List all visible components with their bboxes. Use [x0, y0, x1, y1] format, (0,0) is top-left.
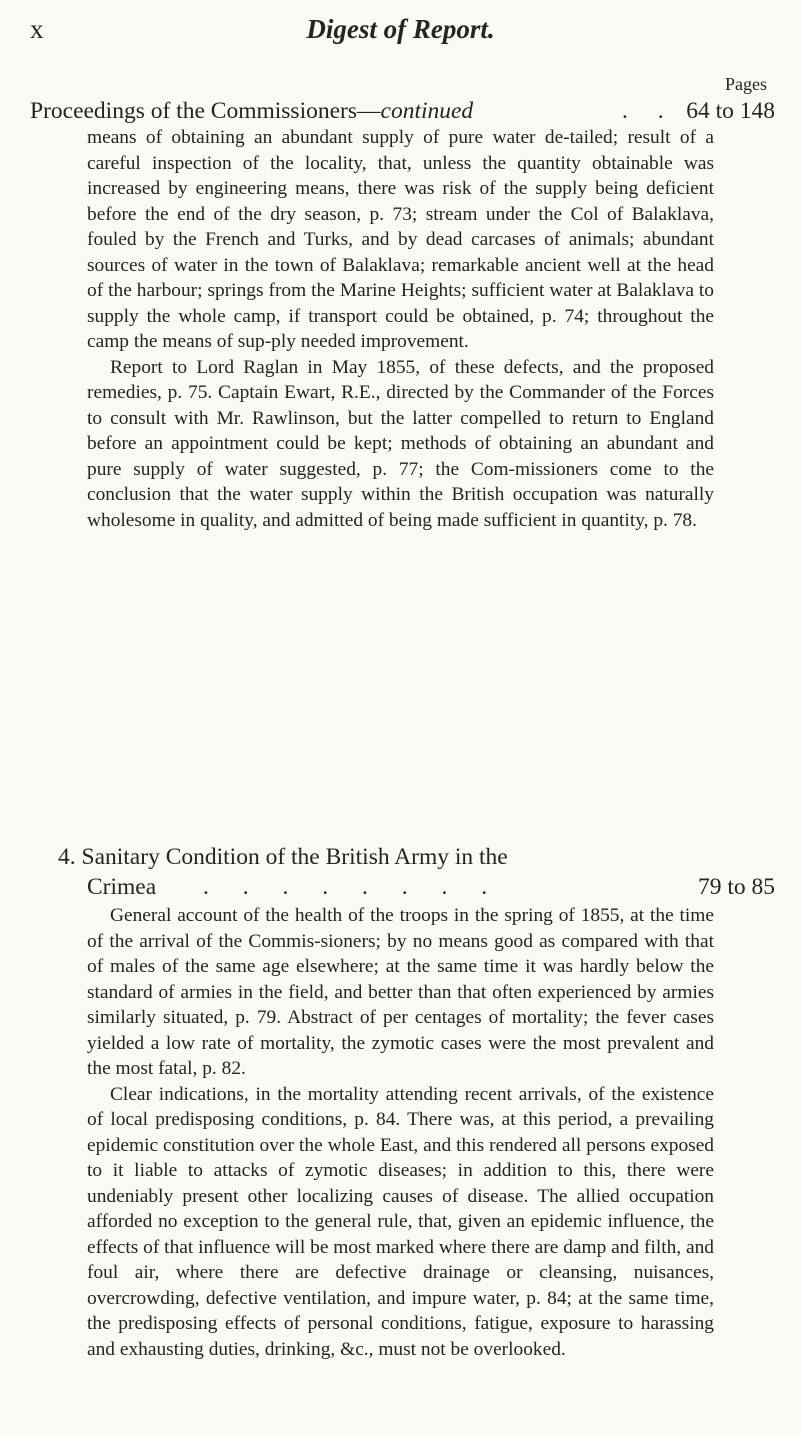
section-title-main: Proceedings of the Commissioners— [30, 98, 381, 124]
pages-column-label: Pages [725, 74, 767, 94]
leader-dots: . . [622, 98, 676, 124]
paragraph: General account of the health of the troops in the spring of 1855, at the time of the arrival of the Commis-sioners; by no means good as compared with that of males of the same age elsewhere; at the same time it was hardly below the standard of armies in the field, and better than that often experienced by armies similarly situated, p. 79. Abstract of per centages of mortality; the fever cases yielded a low rate of mortality, the zymotic cases were the most prevalent and the most fatal, p. 82. [87, 905, 714, 1079]
section-number: 4. [58, 844, 76, 870]
section-page-range: 79 to 85 [697, 874, 775, 900]
page-title: Digest of Report. [306, 14, 495, 44]
paragraph: Clear indications, in the mortality attending recent arrivals, of the existence of local predisposing conditions, p. 84. There was, at this period, a prevailing epidemic constitution over the whole East, and this rendered all persons exposed to it liable to attacks of zymotic diseases; in addition to this, there were undeniably present other localizing causes of disease. The allied occupation afforded no exception to the general rule, that, given an epidemic influence, the effects of that influence will be most marked where there are damp and filth, and foul air, where there are defective drainage or cleansing, nuisances, overcrowding, defective ventilation, and impure water, p. 84; at the same time, the predisposing effects of personal conditions, fatigue, exposure to harassing and exhausting duties, drinking, &c., must not be overlooked. [87, 1083, 714, 1360]
section-title-continued: continued [380, 98, 474, 124]
section-title [30, 96, 473, 126]
section-title-line1: Sanitary Condition of the British Army in the [81, 844, 508, 870]
section-heading-sanitary-line2 [87, 872, 775, 902]
running-head [0, 4, 801, 74]
section-title-line2: Crimea [87, 874, 157, 900]
page-folio: x [30, 14, 45, 44]
section-body-proceedings [87, 125, 714, 533]
section-heading-sanitary [58, 842, 508, 872]
paragraph: means of obtaining an abundant supply of pure water de-tailed; result of a careful inspection of the locality, that, unless the quantity obtainable was increased by engineering means, there was risk of the supply being deficient before the end of the dry season, p. 73; stream under the Col of Balaklava, fouled by the French and Turks, and by dead carcases of animals; abundant sources of water in the town of Balaklava; remarkable ancient well at the head of the harbour; springs from the Marine Heights; sufficient water at Balaklava to supply the whole camp, if transport could be obtained, p. 74; throughout the camp the means of sup-ply needed improvement. [87, 127, 714, 352]
paragraph: Report to Lord Raglan in May 1855, of these defects, and the proposed remedies, p. 75. Captain Ewart, R.E., directed by the Commander of the Forces to consult with Mr. Rawlinson, but the latter compelled to return to England before an appointment could be kept; methods of obtaining an abundant and pure supply of water suggested, p. 77; the Com-missioners come to the conclusion that the water supply within the British occupation was naturally wholesome in quality, and admitted of being made sufficient in quantity, p. 78. [87, 356, 714, 531]
section-page-range: 64 to 148 [686, 98, 775, 124]
leader-dots: . . . . . . . . [203, 874, 502, 900]
section-body-sanitary [87, 903, 714, 1362]
